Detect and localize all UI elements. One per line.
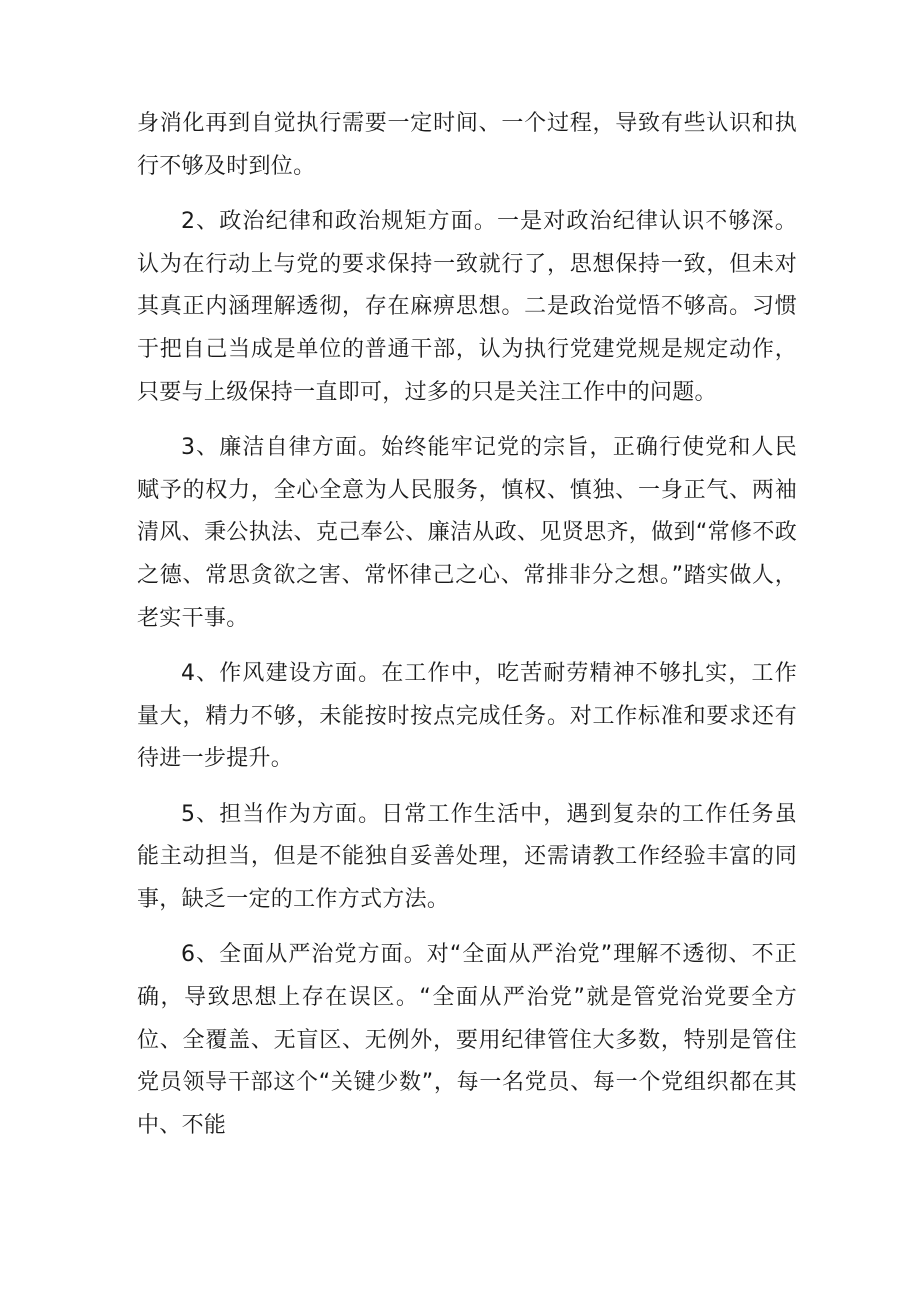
paragraph-continuation: 身消化再到自觉执行需要一定时间、一个过程，导致有些认识和执行不够及时到位。: [137, 111, 797, 179]
paragraph-responsibility: 5、担当作为方面。日常工作生活中，遇到复杂的工作任务虽能主动担当，但是不能独自妥善处理，还需请教工作经验丰富的同事，缺乏一定的工作方式方法。: [137, 801, 797, 912]
paragraph-work-style: 4、作风建设方面。在工作中，吃苦耐劳精神不够扎实，工作量大，精力不够，未能按时按点完成任务。对工作标准和要求还有待进一步提升。: [137, 660, 797, 772]
document-body: [137, 103, 797, 1160]
paragraph-integrity-self-discipline: 3、廉洁自律方面。始终能牢记党的宗旨，正确行使党和人民赋予的权力，全心全意为人民服务，慎权、慎独、一身正气、两袖清风、秉公执法、克己奉公、廉洁从政、见贤思齐，做到“常修不政之德、常思贪欲之害、常怀律己之心、常排非分之想。”踏实做人，老实干事。: [137, 434, 797, 631]
paragraph-strict-party-governance: 6、全面从严治党方面。对“全面从严治党”理解不透彻、不正确，导致思想上存在误区。“全面从严治党”就是管党治党要全方位、全覆盖、无盲区、无例外，要用纪律管住大多数，特别是管住党员领导干部这个“关键少数”，每一名党员、每一个党组织都在其中、不能: [137, 942, 797, 1138]
paragraph-political-discipline: 2、政治纪律和政治规矩方面。一是对政治纪律认识不够深。认为在行动上与党的要求保持一致就行了，思想保持一致，但未对其真正内涵理解透彻，存在麻痹思想。二是政治觉悟不够高。习惯于把自己当成是单位的普通干部，认为执行党建党规是规定动作，只要与上级保持一直即可，过多的只是关注工作中的问题。: [137, 208, 797, 405]
